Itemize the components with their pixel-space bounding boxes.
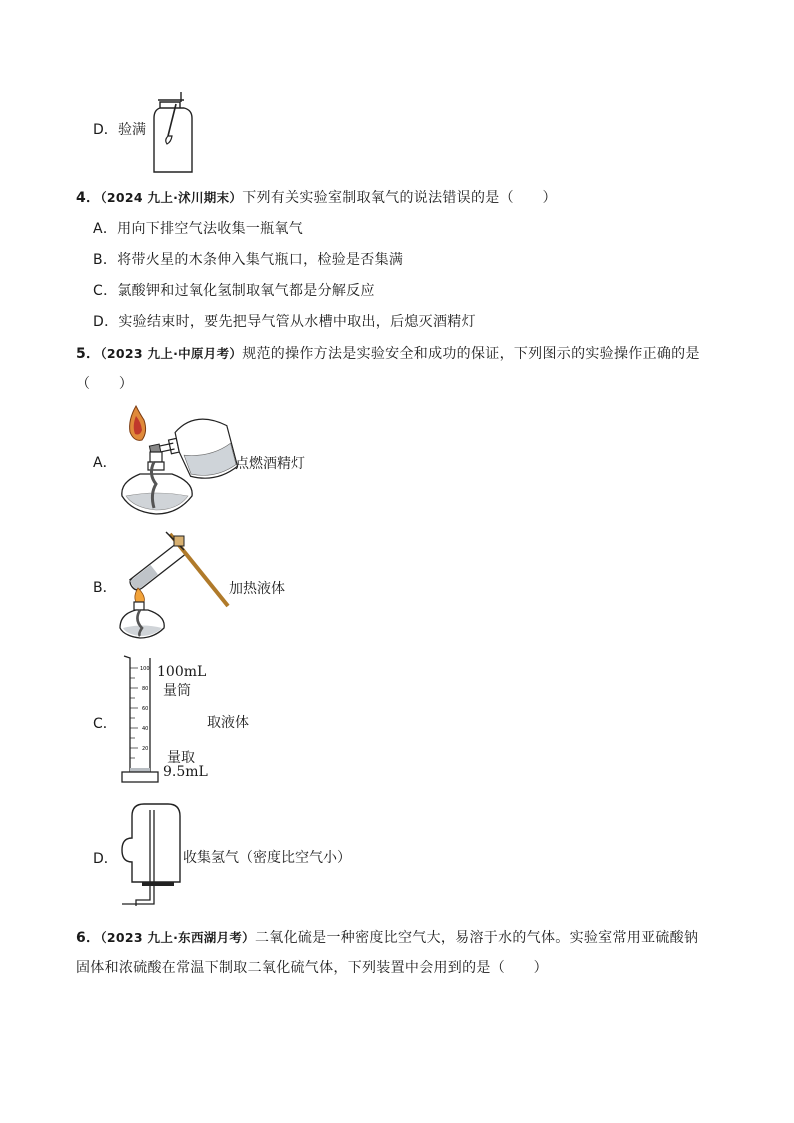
- option-letter: D．: [93, 122, 118, 138]
- question-source: （2024 九上·沭川期末）: [100, 190, 243, 205]
- question-text: 二氧化硫是一种密度比空气大，易溶于水的气体。实验室常用亚硫酸钠: [254, 930, 699, 946]
- cylinder-scale-ticks: [130, 668, 138, 758]
- option-letter: C．: [93, 716, 117, 732]
- heating-liquid-diagram: [118, 528, 230, 640]
- option-caption: 点燃酒精灯: [235, 456, 305, 472]
- cylinder-name-label: 量筒: [163, 683, 191, 699]
- tick-label: 40: [142, 726, 149, 732]
- question-source: （2023 九上·中原月考）: [100, 346, 243, 361]
- question-5-stem: [76, 343, 700, 363]
- measure-volume-label: 9.5mL: [163, 764, 208, 780]
- option-caption: 取液体: [207, 715, 249, 731]
- question-number: 4．: [76, 190, 101, 206]
- question-number: 6．: [76, 930, 101, 946]
- option-text: 验满: [118, 122, 146, 138]
- tick-label: 20: [142, 746, 149, 752]
- question-text: 规范的操作方法是实验安全和成功的保证，下列图示的实验操作正确的是: [242, 346, 700, 362]
- option-letter: D．: [93, 851, 118, 867]
- option-letter: A．: [93, 455, 117, 471]
- question-4-option-a: A．用向下排空气法收集一瓶氧气: [93, 221, 304, 237]
- question-4-option-c: C．氯酸钾和过氧化氢制取氧气都是分解反应: [93, 283, 375, 299]
- question-6-stem: [76, 927, 698, 947]
- tick-label: 80: [142, 686, 149, 692]
- alcohol-lamp-ignition-diagram: [118, 404, 240, 516]
- question-text: 下列有关实验室制取氧气的说法错误的是（ ）: [242, 190, 557, 206]
- question-4-option-b: B．将带火星的木条伸入集气瓶口，检验是否集满: [93, 252, 404, 268]
- question-6-stem-line2: 固体和浓硫酸在常温下制取二氧化硫气体，下列装置中会用到的是（ ）: [76, 960, 548, 976]
- tick-label: 60: [142, 706, 149, 712]
- question-number: 5．: [76, 346, 101, 362]
- measure-label: 量取: [167, 750, 195, 766]
- option-caption: 加热液体: [229, 581, 285, 597]
- gas-bottle-check-full-diagram: [150, 92, 200, 176]
- question-5-stem-line2: （ ）: [76, 376, 134, 392]
- question-source: （2023 九上·东西湖月考）: [100, 930, 255, 945]
- tick-label: 100: [140, 666, 150, 672]
- question-4-stem: [76, 187, 557, 207]
- question-4-option-d: D．实验结束时，要先把导气管从水槽中取出，后熄灭酒精灯: [93, 314, 476, 330]
- cylinder-capacity-label: 100mL: [157, 664, 207, 680]
- gas-collection-bottle-diagram: [118, 802, 182, 910]
- option-caption: 收集氢气（密度比空气小）: [183, 850, 351, 866]
- option-letter: B．: [93, 580, 117, 596]
